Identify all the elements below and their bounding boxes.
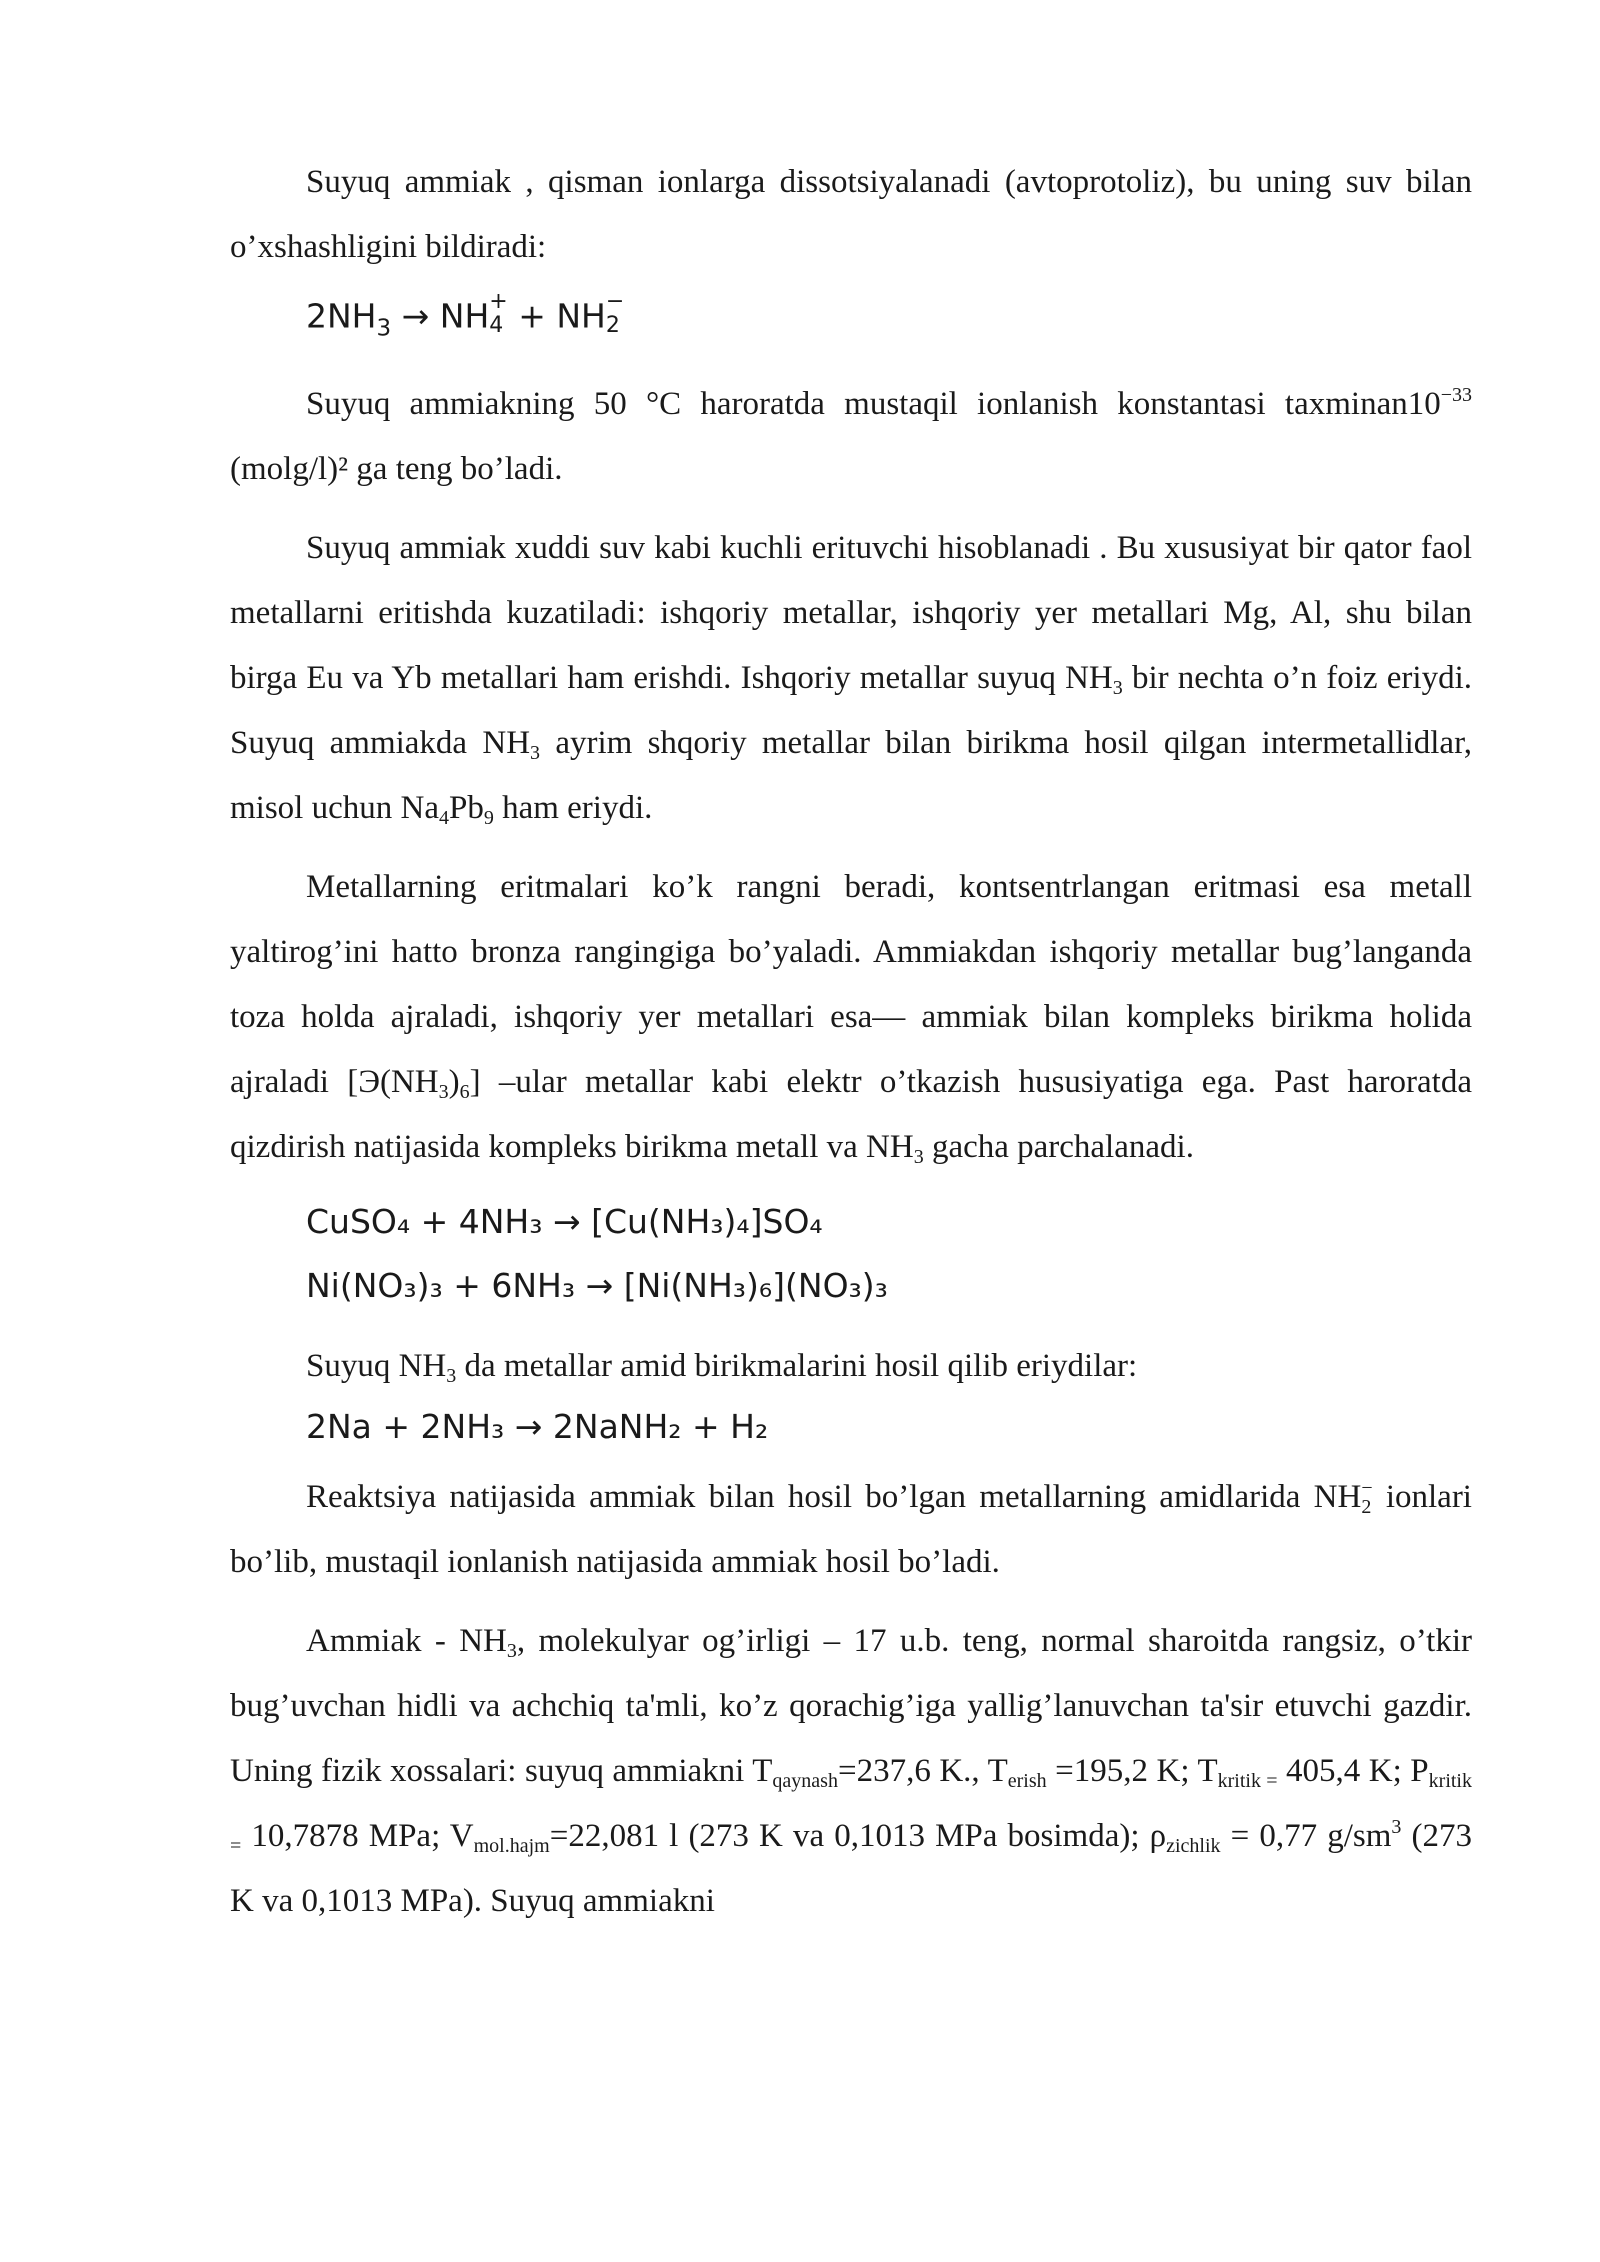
paragraph-autoprotolysis: Suyuq ammiak , qisman ionlarga dissotsiyalanadi (avtoprotoliz), bu uning suv bilan o’xshashligini bildiradi: — [230, 164, 1472, 265]
paragraph-reaction-result: Reaktsiya natijasida ammiak bilan hosil bo’lgan metallarning amidlarida $NH_2^-$ ionlari bo’lib, mustaqil ionlanish natijasida ammiak hosil bo’ladi. — [230, 1477, 1472, 1580]
paragraph-ionization-constant: Suyuq ammiakning 50 °C haroratda mustaqil ionlanish konstantasi $taxminan10^{-33}$ (molg/l)² ga teng bo’ladi. — [230, 384, 1472, 487]
equation-copper-complex: CuSO₄ + 4NH₃ → [Cu(NH₃)₄]SO₄ — [306, 1202, 823, 1241]
paragraph-ammonia-properties: Ammiak - $NH_3$, molekulyar og’irligi – 17 u.b. teng, normal sharoitda rangsiz, o’tkir bug’uvchan hidli va achchiq ta'mli, ko’z qorachig’iga yallig’lanuvchan ta'sir etuvchi gazdir. Uning fizik xossalari: suyuq ammiakni $T_{qaynash}=237,6$ K., $T_{erish} =195,2$ K; $T_{kritik =}$ 405,4 K; $P_{kritik =}$ 10,7878 MPa; $V_{mol.hajm}=22,081$ l (273 K va 0,1013 MPa bosimda); $\rho_{zichlik} = 0,77$ $g/sm^3$ (273 K va 0,1013 MPa). Suyuq ammiakni — [230, 1623, 1472, 1919]
paragraph-amides: Suyuq $NH_3$ da metallar amid birikmalarini hosil qilib eriydilar: — [306, 1348, 1138, 1387]
equation-sodium-amide: 2Na + 2NH₃ → 2NaNH₂ + H₂ — [306, 1407, 769, 1446]
paragraph-solvent: Suyuq ammiak xuddi suv kabi kuchli erituvchi hisoblanadi . Bu xususiyat bir qator faol metallarni eritishda kuzatiladi: ishqoriy metallar, ishqoriy yer metallari Mg, Al, shu bilan birga Eu va Yb metallari ham erishdi. Ishqoriy metallar suyuq $NH_3$ bir nechta o’n foiz eriydi. Suyuq ammiakda $NH_3$ ayrim shqoriy metallar bilan birikma hosil qilgan intermetallidlar, misol uchun $Na_4Pb_9$ ham eriydi. — [230, 530, 1472, 829]
equation-nickel-complex: Ni(NO₃)₃ + 6NH₃ → [Ni(NH₃)₆](NO₃)₃ — [306, 1266, 888, 1305]
equation-autoprotolysis: $2NH_3$ → NH + 4 + NH − 2 — [306, 289, 625, 342]
paragraph-metal-solutions: Metallarning eritmalari ko’k rangni beradi, kontsentrlangan eritmasi esa metall yaltirog’ini hatto bronza rangingiga bo’yaladi. Ammiakdan ishqoriy metallar bug’langanda toza holda ajraladi, ishqoriy yer metallari esa— ammiak bilan kompleks birikma holida ajraladi $[Э(NH_3)_6]$ –ular metallar kabi elektr o’tkazish hususiyatiga ega. Past haroratda qizdirish natijasida kompleks birikma metall va $NH_3$ gacha parchalanadi. — [230, 869, 1472, 1168]
